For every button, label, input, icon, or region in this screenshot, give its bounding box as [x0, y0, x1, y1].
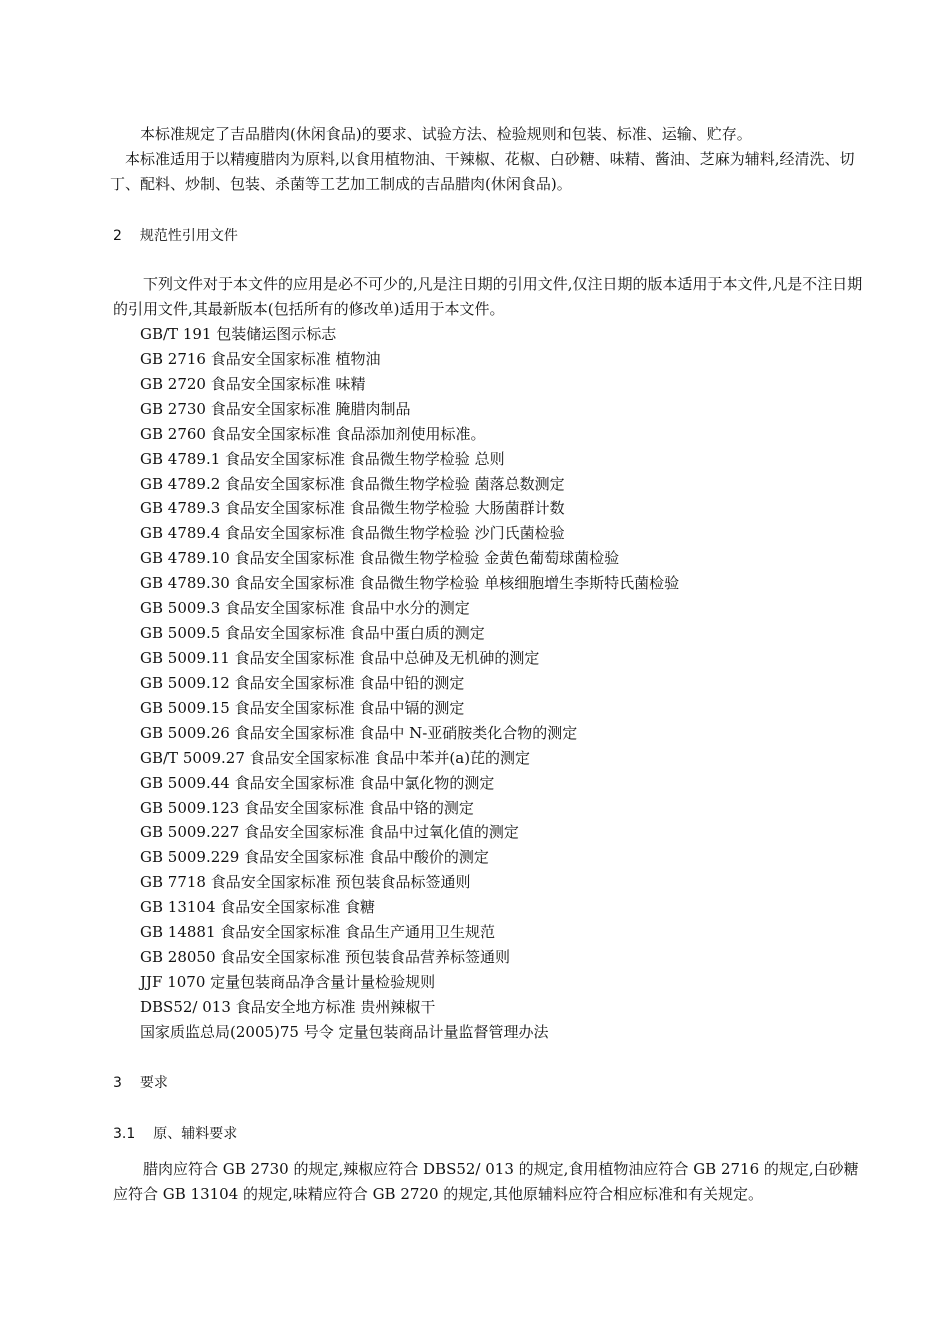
reference-item: DBS52/ 013 食品安全地方标准 贵州辣椒干	[140, 997, 436, 1016]
scope-paragraph-2: 本标准适用于以精瘦腊肉为原料,以食用植物油、干辣椒、花椒、白砂糖、味精、酱油、芝麻为辅料,经清洗、切丁、配料、炒制、包装、杀菌等工艺加工制成的吉品腊肉(休闲食品)。	[110, 150, 855, 193]
section-title: 原、辅料要求	[153, 1126, 238, 1142]
reference-item: GB 2760 食品安全国家标准 食品添加剂使用标准。	[140, 424, 486, 443]
reference-item: 国家质监总局(2005)75 号令 定量包装商品计量监督管理办法	[140, 1022, 549, 1041]
reference-item: GB 4789.3 食品安全国家标准 食品微生物学检验 大肠菌群计数	[140, 499, 565, 518]
reference-item: GB 5009.5 食品安全国家标准 食品中蛋白质的测定	[140, 624, 485, 643]
section-number: 3.1	[113, 1126, 136, 1142]
reference-item: GB 4789.10 食品安全国家标准 食品微生物学检验 金黄色葡萄球菌检验	[140, 549, 620, 568]
raw-materials-paragraph: 腊肉应符合 GB 2730 的规定,辣椒应符合 DBS52/ 013 的规定,食用植物油应符合 GB 2716 的规定,白砂糖应符合 GB 13104 的规定,味精应符合 GB 2720 的规定,其他原辅料应符合相应标准和有关规定。	[113, 1160, 859, 1203]
reference-item: GB 4789.2 食品安全国家标准 食品微生物学检验 菌落总数测定	[140, 474, 565, 493]
reference-item: GB 4789.4 食品安全国家标准 食品微生物学检验 沙门氏菌检验	[140, 524, 565, 543]
reference-item: GB 5009.123 食品安全国家标准 食品中铬的测定	[140, 798, 474, 817]
section-2-heading	[113, 226, 238, 246]
reference-item: GB 5009.3 食品安全国家标准 食品中水分的测定	[140, 599, 470, 618]
reference-item: GB/T 5009.27 食品安全国家标准 食品中苯并(a)芘的测定	[140, 748, 531, 767]
reference-item: GB 5009.15 食品安全国家标准 食品中镉的测定	[140, 698, 465, 717]
reference-item: GB 2730 食品安全国家标准 腌腊肉制品	[140, 399, 411, 418]
reference-item: GB 13104 食品安全国家标准 食糖	[140, 898, 376, 917]
reference-list	[140, 322, 679, 1045]
reference-item: GB 5009.12 食品安全国家标准 食品中铅的测定	[140, 673, 465, 692]
reference-item: GB 5009.11 食品安全国家标准 食品中总砷及无机砷的测定	[140, 648, 540, 667]
reference-item: GB/T 191 包装储运图示标志	[140, 325, 337, 343]
reference-item: GB 5009.229 食品安全国家标准 食品中酸价的测定	[140, 848, 489, 867]
reference-item: GB 5009.227 食品安全国家标准 食品中过氧化值的测定	[140, 823, 519, 842]
scope-paragraph-1: 本标准规定了吉品腊肉(休闲食品)的要求、试验方法、检验规则和包装、标准、运输、贮存。	[140, 125, 752, 143]
reference-item: JJF 1070 定量包装商品净含量计量检验规则	[140, 972, 436, 991]
reference-item: GB 28050 食品安全国家标准 预包装食品营养标签通则	[140, 948, 511, 967]
reference-item: GB 5009.26 食品安全国家标准 食品中 N-亚硝胺类化合物的测定	[140, 723, 578, 742]
references-intro: 下列文件对于本文件的应用是必不可少的,凡是注日期的引用文件,仅注日期的版本适用于本文件,凡是不注日期的引用文件,其最新版本(包括所有的修改单)适用于本文件。	[113, 275, 863, 318]
reference-item: GB 7718 食品安全国家标准 预包装食品标签通则	[140, 873, 471, 892]
section-3-heading	[113, 1073, 168, 1093]
reference-item: GB 4789.30 食品安全国家标准 食品微生物学检验 单核细胞增生李斯特氏菌检验	[140, 574, 680, 593]
section-3-1-heading	[113, 1124, 237, 1144]
reference-item: GB 2720 食品安全国家标准 味精	[140, 374, 366, 393]
section-title: 要求	[139, 1075, 168, 1091]
reference-item: GB 5009.44 食品安全国家标准 食品中氯化物的测定	[140, 773, 495, 792]
section-number: 3	[113, 1075, 122, 1091]
reference-item: GB 2716 食品安全国家标准 植物油	[140, 349, 381, 368]
reference-item: GB 4789.1 食品安全国家标准 食品微生物学检验 总则	[140, 449, 505, 468]
section-number: 2	[113, 228, 122, 244]
reference-item: GB 14881 食品安全国家标准 食品生产通用卫生规范	[140, 923, 496, 942]
section-title: 规范性引用文件	[139, 228, 238, 244]
